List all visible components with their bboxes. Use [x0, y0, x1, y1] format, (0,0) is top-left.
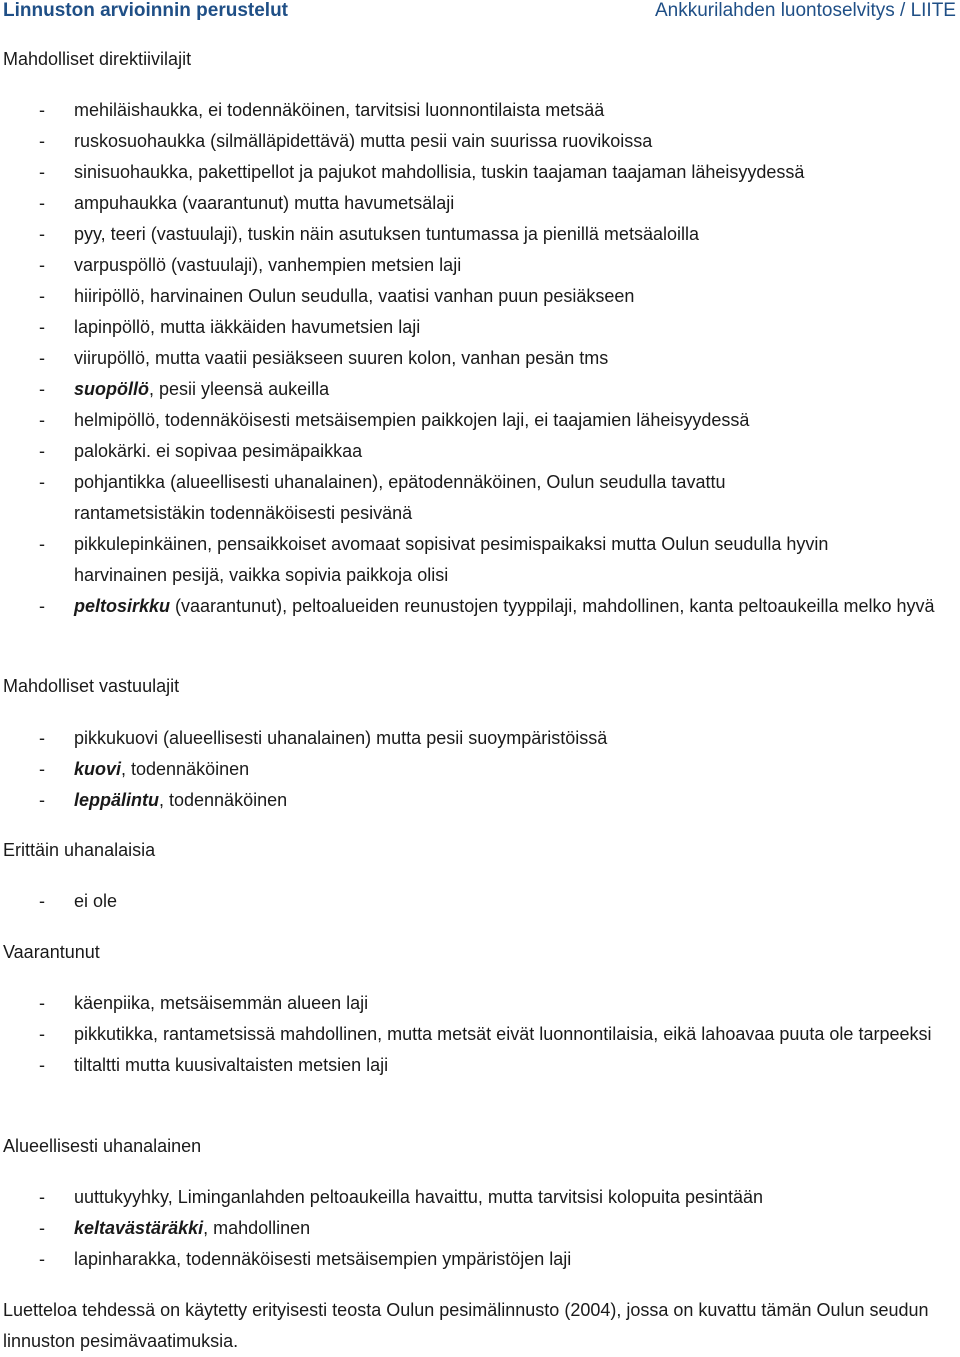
- bullet-dash: -: [39, 1218, 45, 1238]
- list-item: [0, 723, 958, 754]
- list-item: [0, 343, 958, 374]
- bullet-dash: -: [39, 224, 45, 244]
- item-text: tiltaltti mutta kuusivaltaisten metsien laji: [74, 1055, 389, 1075]
- list-item: [0, 405, 958, 436]
- list-item: [0, 1244, 958, 1275]
- list-item: [0, 281, 958, 312]
- bullet-dash: -: [39, 1249, 45, 1269]
- list-item: [0, 591, 954, 622]
- item-text: viirupöllö, mutta vaatii pesiäkseen suuren kolon, vanhan pesän tms: [74, 348, 609, 368]
- bullet-dash: -: [39, 286, 45, 306]
- species-name-emphasis: suopöllö: [74, 379, 149, 399]
- species-name-emphasis: keltavästäräkki: [74, 1218, 204, 1238]
- bullet-dash: -: [39, 131, 45, 151]
- item-text: sinisuohaukka, pakettipellot ja pajukot mahdollisia, tuskin taajaman taajaman läheisyydessä: [74, 162, 805, 182]
- section-heading: Mahdolliset vastuulajit: [3, 676, 180, 696]
- list-item: [0, 754, 958, 785]
- item-text: käenpiika, metsäisemmän alueen laji: [74, 993, 369, 1013]
- bullet-list: [0, 723, 958, 816]
- list-item: [0, 126, 958, 157]
- species-name-emphasis: leppälintu: [74, 790, 159, 810]
- bullet-dash: -: [39, 728, 45, 748]
- species-name-emphasis: peltosirkku: [74, 596, 171, 616]
- bullet-dash: -: [39, 1187, 45, 1207]
- bullet-dash: -: [39, 1055, 45, 1075]
- bullet-dash: -: [39, 255, 45, 275]
- section-heading: Mahdolliset direktiivilajit: [3, 49, 192, 69]
- closing-paragraph: Luetteloa tehdessä on käytetty erityisesti teosta Oulun pesimälinnusto (2004), jossa on kuvattu tämän Oulun seudun linnuston pesimävaatimuksia.: [3, 1300, 929, 1351]
- bullet-dash: -: [39, 379, 45, 399]
- list-item: [0, 312, 958, 343]
- item-text: pyy, teeri (vastuulaji), tuskin näin asutuksen tuntumassa ja pienillä metsäaloilla: [74, 224, 699, 244]
- list-item: [0, 1050, 958, 1081]
- bullet-dash: -: [39, 193, 45, 213]
- bullet-dash: -: [39, 410, 45, 430]
- item-text: (vaarantunut), peltoalueiden reunustojen tyyppilaji, mahdollinen, kanta peltoaukeilla melko hyvä: [170, 596, 935, 616]
- item-text: pohjantikka (alueellisesti uhanalainen), epätodennäköinen, Oulun seudulla tavattu rantametsistäkin todennäköisesti pesivänä: [74, 472, 726, 523]
- item-text: ampuhaukka (vaarantunut) mutta havumetsälaji: [74, 193, 455, 213]
- bullet-dash: -: [39, 993, 45, 1013]
- bullet-dash: -: [39, 891, 45, 911]
- bullet-dash: -: [39, 162, 45, 182]
- bullet-dash: -: [39, 472, 45, 492]
- bullet-list: [0, 988, 958, 1081]
- list-item: [0, 988, 958, 1019]
- bullet-list: [0, 1182, 958, 1275]
- item-text: ruskosuohaukka (silmälläpidettävä) mutta pesii vain suurissa ruovikoissa: [74, 131, 653, 151]
- section-heading: Alueellisesti uhanalainen: [3, 1136, 202, 1156]
- item-text: pikkulepinkäinen, pensaikkoiset avomaat sopisivat pesimispaikaksi mutta Oulun seudulla hyvin harvinainen pesijä, vaikka sopivia paikkoja olisi: [74, 534, 829, 585]
- page-header: [3, 0, 956, 22]
- header-document-name: Ankkurilahden luontoselvitys / LIITE: [655, 0, 956, 21]
- bullet-dash: -: [39, 534, 45, 554]
- item-text: , pesii yleensä aukeilla: [149, 379, 330, 399]
- item-text: ei ole: [74, 891, 118, 911]
- item-text: , todennäköinen: [121, 759, 250, 779]
- item-text: lapinharakka, todennäköisesti metsäisempien ympäristöjen laji: [74, 1249, 572, 1269]
- item-text: uuttukyyhky, Liminganlahden peltoaukeilla havaittu, mutta tarvitsisi kolopuita pesintään: [74, 1187, 764, 1207]
- item-text: palokärki. ei sopivaa pesimäpaikkaa: [74, 441, 363, 461]
- item-text: varpuspöllö (vastuulaji), vanhempien metsien laji: [74, 255, 462, 275]
- item-text: pikkukuovi (alueellisesti uhanalainen) mutta pesii suoympäristöissä: [74, 728, 608, 748]
- list-item: [0, 1213, 958, 1244]
- list-item: [0, 529, 924, 591]
- item-text: , mahdollinen: [203, 1218, 311, 1238]
- list-item: [0, 1019, 954, 1050]
- list-item: [0, 250, 958, 281]
- bullet-dash: -: [39, 759, 45, 779]
- bullet-dash: -: [39, 317, 45, 337]
- section-heading: Vaarantunut: [3, 942, 100, 962]
- list-item: [0, 374, 958, 405]
- list-item: [0, 1182, 958, 1213]
- item-text: helmipöllö, todennäköisesti metsäisempien paikkojen laji, ei taajamien läheisyydessä: [74, 410, 750, 430]
- list-item: [0, 886, 958, 917]
- list-item: [0, 219, 958, 250]
- bullet-dash: -: [39, 100, 45, 120]
- section-heading: Erittäin uhanalaisia: [3, 840, 156, 860]
- list-item: [0, 785, 958, 816]
- bullet-list: [0, 886, 958, 917]
- bullet-dash: -: [39, 1024, 45, 1044]
- bullet-dash: -: [39, 441, 45, 461]
- bullet-dash: -: [39, 596, 45, 616]
- item-text: lapinpöllö, mutta iäkkäiden havumetsien laji: [74, 317, 421, 337]
- list-item: [0, 436, 958, 467]
- item-text: hiiripöllö, harvinainen Oulun seudulla, vaatisi vanhan puun pesiäkseen: [74, 286, 635, 306]
- list-item: [0, 188, 958, 219]
- item-text: , todennäköinen: [159, 790, 288, 810]
- species-name-emphasis: kuovi: [74, 759, 122, 779]
- list-item: [0, 95, 958, 126]
- bullet-list: [0, 95, 958, 622]
- list-item: [0, 467, 824, 529]
- list-item: [0, 157, 958, 188]
- bullet-dash: -: [39, 348, 45, 368]
- header-title: Linnuston arvioinnin perustelut: [3, 0, 288, 21]
- item-text: pikkutikka, rantametsissä mahdollinen, mutta metsät eivät luonnontilaisia, eikä lahoavaa puuta ole tarpeeksi: [74, 1024, 932, 1044]
- item-text: mehiläishaukka, ei todennäköinen, tarvitsisi luonnontilaista metsää: [74, 100, 605, 120]
- bullet-dash: -: [39, 790, 45, 810]
